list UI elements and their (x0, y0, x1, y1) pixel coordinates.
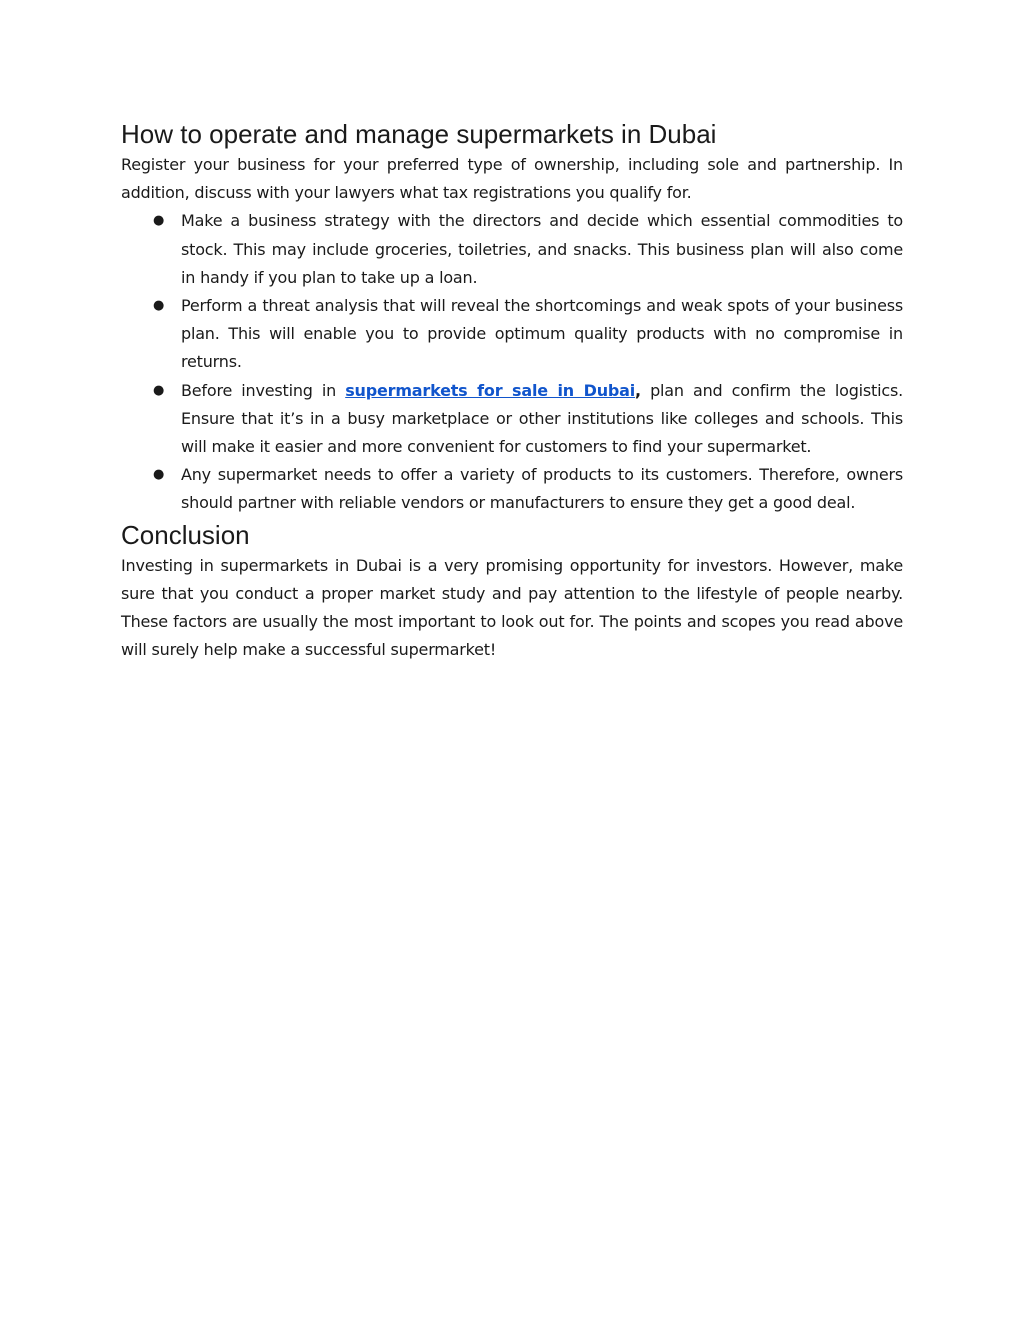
bullet-icon: ● (153, 382, 165, 398)
list-item (121, 207, 903, 292)
list-item (121, 377, 903, 462)
bullet-icon: ● (153, 298, 165, 314)
list-item-text: Any supermarket needs to offer a variety of products to its customers. Therefore, owners should partner with reliable vendors or manufacturers to ensure they get a good deal. (181, 465, 903, 513)
conclusion-heading: Conclusion (121, 519, 250, 550)
list-item (121, 292, 903, 377)
bullet-icon: ● (153, 213, 165, 229)
supermarkets-for-sale-link[interactable]: supermarkets for sale in Dubai (345, 380, 636, 400)
list-item (121, 461, 903, 517)
list-item-text: Perform a threat analysis that will reveal the shortcomings and weak spots of your business plan. This will enable you to provide optimum quality products with no compromise in returns. (181, 296, 903, 372)
list-item-text-after-link: plan and confirm the logistics. Ensure that it’s in a busy marketplace or other institutions like colleges and schools. This will make it easier and more convenient for customers to find your supermarket. (181, 380, 903, 457)
bullet-list-strategy (121, 207, 903, 376)
bullet-icon: ● (153, 467, 165, 483)
main-heading: How to operate and manage supermarkets in Dubai (121, 119, 717, 149)
intro-paragraph: Register your business for your preferred type of ownership, including sole and partnership. In addition, discuss with your lawyers what tax registrations you qualify for. (121, 155, 903, 203)
bullet-list-vendors (121, 461, 903, 517)
link-comma: , (635, 380, 641, 400)
document-content (121, 117, 903, 664)
list-item-text: Make a business strategy with the directors and decide which essential commodities to stock. This may include groceries, toiletries, and snacks. This business plan will also come in handy if you plan to take up a loan. (181, 211, 903, 287)
list-item-text-before-link: Before investing in (181, 380, 346, 400)
conclusion-paragraph: Investing in supermarkets in Dubai is a very promising opportunity for investors. However, make sure that you conduct a proper market study and pay attention to the lifestyle of people nearby. These factors are usually the most important to look out for. The points and scopes you read above will surely help make a successful supermarket! (121, 555, 903, 660)
bullet-list-logistics (121, 377, 903, 462)
